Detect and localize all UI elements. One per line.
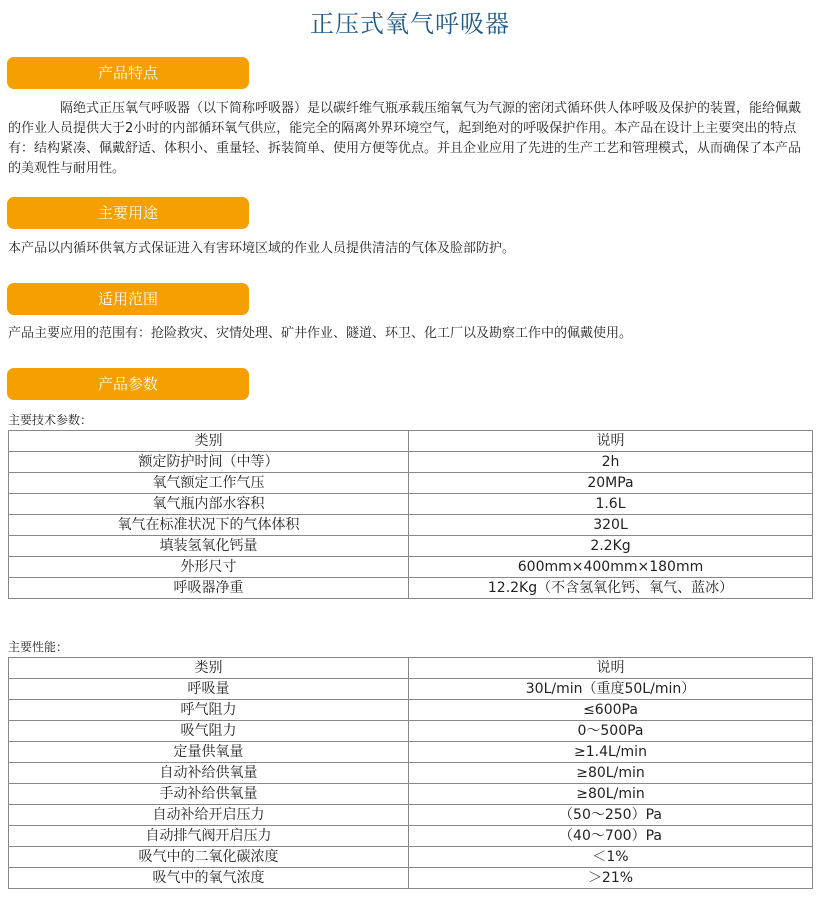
table-row <box>9 805 813 826</box>
table-row <box>9 473 813 494</box>
scope-paragraph: 产品主要应用的范围有：抢险救灾、灾情处理、矿井作业、隧道、环卫、化工厂以及勘察工作中的佩戴使用。 <box>8 326 633 341</box>
table-row <box>9 494 813 515</box>
row-value: 600mm×400mm×180mm <box>409 557 813 578</box>
usage-paragraph: 本产品以内循环供氧方式保证进入有害环境区域的作业人员提供清洁的气体及脸部防护。 <box>8 241 516 256</box>
row-value: 20MPa <box>409 473 813 494</box>
table-header-row <box>9 431 813 452</box>
table-row <box>9 557 813 578</box>
row-label: 外形尺寸 <box>9 557 409 578</box>
row-value: （40～700）Pa <box>409 826 813 847</box>
row-label: 氧气瓶内部水容积 <box>9 494 409 515</box>
row-label: 呼吸器净重 <box>9 578 409 599</box>
section-heading-scope: 适用范围 <box>7 283 249 315</box>
row-value: 2h <box>409 452 813 473</box>
row-label: 定量供氧量 <box>9 742 409 763</box>
row-label: 氧气额定工作气压 <box>9 473 409 494</box>
row-label: 自动补给开启压力 <box>9 805 409 826</box>
row-value: （50～250）Pa <box>409 805 813 826</box>
table-row <box>9 763 813 784</box>
row-value: 30L/min（重度50L/min） <box>409 679 813 700</box>
row-value: ＜1% <box>409 847 813 868</box>
perf-table-caption: 主要性能： <box>8 640 69 654</box>
table-row <box>9 452 813 473</box>
row-value: 1.6L <box>409 494 813 515</box>
row-value: ≤600Pa <box>409 700 813 721</box>
table-row <box>9 826 813 847</box>
table-row <box>9 578 813 599</box>
section-heading-usage: 主要用途 <box>7 197 249 229</box>
features-paragraph: 隔绝式正压氧气呼吸器（以下简称呼吸器）是以碳纤维气瓶承载压缩氧气为气源的密闭式循环供人体呼吸及保护的装置，能给佩戴的作业人员提供大于2小时的内部循环氧气供应，能完全的隔离外界环境空气，起到绝对的呼吸保护作用。本产品在设计上主要突出的特点有：结构紧凑、佩戴舒适、体积小、重量轻、拆装简单、使用方便等优点。并且企业应用了先进的生产工艺和管理模式，从而确保了本产品的美观性与耐用性。 <box>8 101 802 176</box>
row-label: 自动排气阀开启压力 <box>9 826 409 847</box>
section-heading-features: 产品特点 <box>7 57 249 89</box>
row-label: 氧气在标准状况下的气体体积 <box>9 515 409 536</box>
table-row <box>9 536 813 557</box>
tech-params-table <box>8 430 813 599</box>
row-value: 0～500Pa <box>409 721 813 742</box>
table-row <box>9 847 813 868</box>
header-category: 类别 <box>9 658 409 679</box>
row-label: 吸气中的二氧化碳浓度 <box>9 847 409 868</box>
row-value: 320L <box>409 515 813 536</box>
header-description: 说明 <box>409 431 813 452</box>
table-header-row <box>9 658 813 679</box>
section-heading-params: 产品参数 <box>7 368 249 400</box>
row-value: ≥80L/min <box>409 763 813 784</box>
table-row <box>9 679 813 700</box>
row-value: ≥1.4L/min <box>409 742 813 763</box>
page-title: 正压式氧气呼吸器 <box>310 10 510 38</box>
row-label: 手动补给供氧量 <box>9 784 409 805</box>
table-row <box>9 700 813 721</box>
table-row <box>9 515 813 536</box>
tech-table-caption: 主要技术参数： <box>8 413 93 427</box>
row-label: 呼气阻力 <box>9 700 409 721</box>
table-row <box>9 868 813 889</box>
row-label: 填装氢氧化钙量 <box>9 536 409 557</box>
performance-table <box>8 657 813 889</box>
row-value: 2.2Kg <box>409 536 813 557</box>
table-row <box>9 742 813 763</box>
row-value: ＞21% <box>409 868 813 889</box>
row-value: ≥80L/min <box>409 784 813 805</box>
header-category: 类别 <box>9 431 409 452</box>
table-row <box>9 784 813 805</box>
row-label: 吸气阻力 <box>9 721 409 742</box>
row-label: 吸气中的氧气浓度 <box>9 868 409 889</box>
row-label: 自动补给供氧量 <box>9 763 409 784</box>
header-description: 说明 <box>409 658 813 679</box>
row-label: 呼吸量 <box>9 679 409 700</box>
row-label: 额定防护时间（中等） <box>9 452 409 473</box>
row-value: 12.2Kg（不含氢氧化钙、氧气、蓝冰） <box>409 578 813 599</box>
table-row <box>9 721 813 742</box>
